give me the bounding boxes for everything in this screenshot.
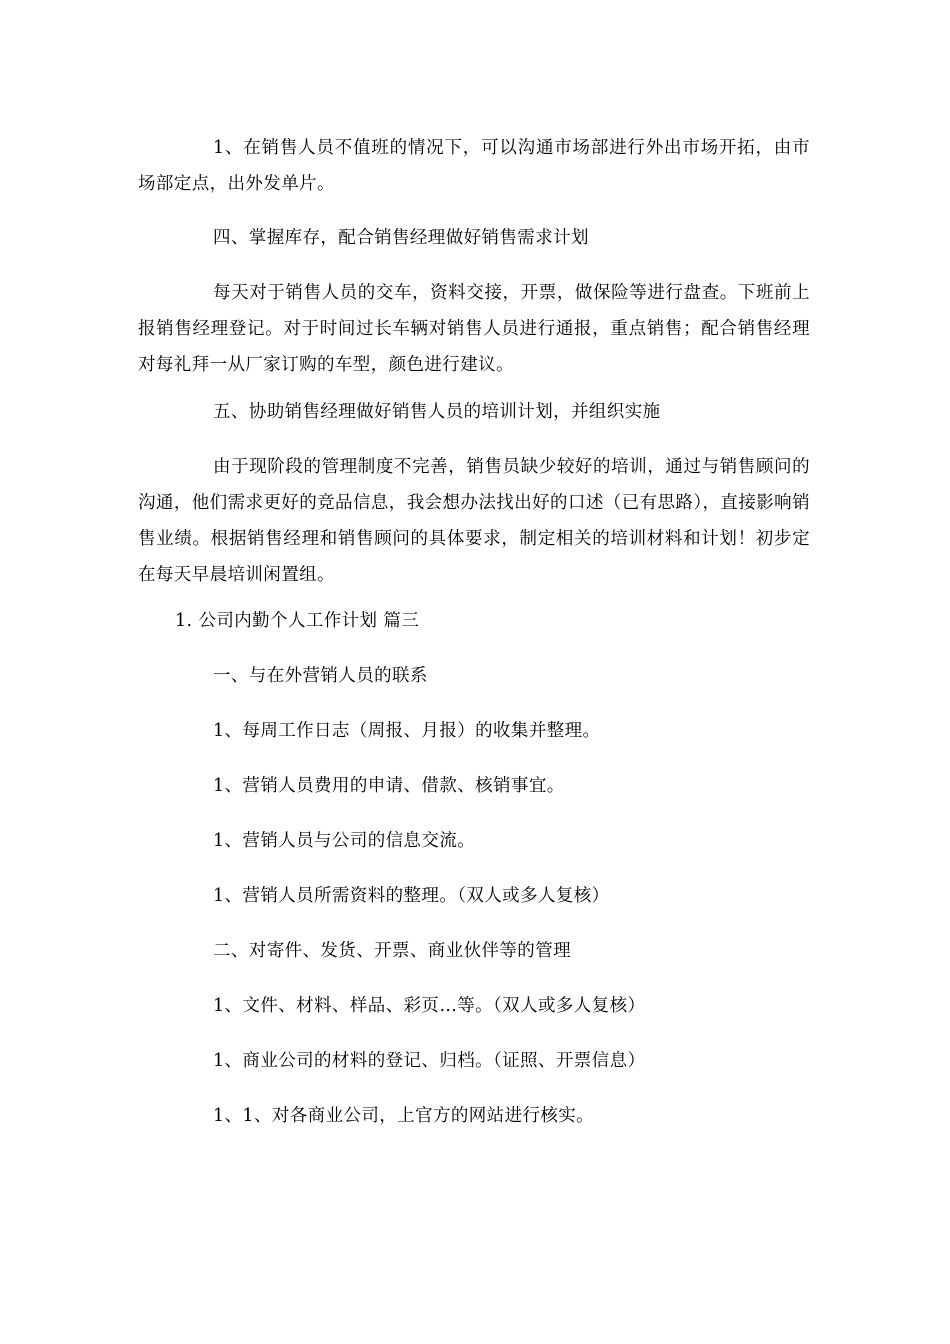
list-item-registration: 1、商业公司的材料的登记、归档。（证照、开票信息） xyxy=(213,1051,646,1071)
heading-inventory-plan: 四、掌握库存，配合销售经理做好销售需求计划 xyxy=(213,228,589,248)
list-item-expenses: 1、营销人员费用的申请、借款、核销事宜。 xyxy=(213,776,565,796)
section-title-part-three: 1. 公司内勤个人工作计划 篇三 xyxy=(175,611,420,631)
list-item-verification: 1、1、对各商业公司，上官方的网站进行核实。 xyxy=(213,1106,595,1126)
paragraph-daily-check: 每天对于销售人员的交车，资料交接，开票，做保险等进行盘查。下班前上报销售经理登记。对于时间过长车辆对销售人员进行通报，重点销售；配合销售经理对每礼拜一从厂家订购的车型，颜色进行建议。 xyxy=(138,283,810,375)
list-item-materials: 1、营销人员所需资料的整理。（双人或多人复核） xyxy=(213,886,610,906)
paragraph-market-expansion: 1、在销售人员不值班的情况下，可以沟通市场部进行外出市场开拓，由市场部定点，出外发单片。 xyxy=(138,138,810,194)
paragraph-training-detail: 由于现阶段的管理制度不完善，销售员缺少较好的培训，通过与销售顾问的沟通，他们需求更好的竞品信息，我会想办法找出好的口述（已有思路），直接影响销售业绩。根据销售经理和销售顾问的具体要求，制定相关的培训材料和计划！初步定在每天早晨培训闲置组。 xyxy=(138,457,810,585)
heading-sales-contact: 一、与在外营销人员的联系 xyxy=(213,666,428,686)
heading-training-plan: 五、协助销售经理做好销售人员的培训计划，并组织实施 xyxy=(213,402,661,422)
heading-shipping-management: 二、对寄件、发货、开票、商业伙伴等的管理 xyxy=(213,941,571,961)
list-item-documents: 1、文件、材料、样品、彩页…等。（双人或多人复核） xyxy=(213,996,646,1016)
list-item-info-exchange: 1、营销人员与公司的信息交流。 xyxy=(213,831,476,851)
list-item-work-log: 1、每周工作日志（周报、月报）的收集并整理。 xyxy=(213,721,601,741)
